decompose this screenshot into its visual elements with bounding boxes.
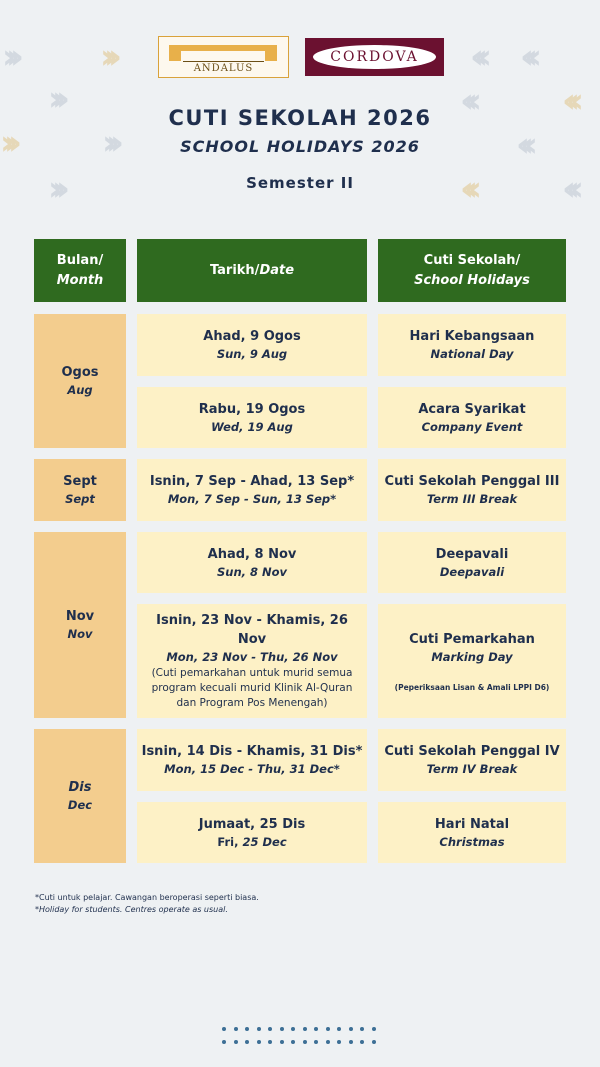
holiday-ms: Cuti Sekolah Penggal III	[384, 474, 560, 489]
holiday-en: Deepavali	[439, 564, 505, 579]
date-ms: Isnin, 7 Sep - Ahad, 13 Sep*	[149, 474, 355, 489]
dot-icon	[291, 1027, 295, 1031]
date-ms: Isnin, 23 Nov - Khamis, 26 Nov	[156, 613, 348, 647]
chevron-decoration-icon: ›››	[102, 123, 115, 163]
cordova-logo	[305, 38, 444, 76]
holiday-cell	[378, 604, 566, 718]
dot-icon	[372, 1027, 376, 1031]
dot-icon	[245, 1040, 249, 1044]
month-cell-nov	[34, 532, 126, 718]
dot-icon	[337, 1027, 341, 1031]
holiday-cell	[378, 532, 566, 593]
date-en-line	[217, 834, 286, 851]
month-ms: Sept	[63, 474, 97, 489]
month-ms: Nov	[65, 609, 95, 624]
holiday-en: Term III Break	[426, 492, 518, 506]
chevron-decoration-icon: ›››	[48, 169, 61, 209]
dot-icon	[222, 1027, 226, 1031]
dot-icon	[349, 1027, 353, 1031]
month-en: Nov	[67, 627, 93, 641]
dot-icon	[303, 1027, 307, 1031]
header-holiday	[378, 239, 566, 302]
chevron-decoration-icon: ›››	[0, 123, 13, 163]
month-en: Aug	[67, 383, 93, 397]
cordova-logo-text: CORDOVA	[313, 45, 436, 69]
date-en: Sun, 8 Nov	[216, 564, 288, 579]
month-en: Sept	[65, 492, 95, 506]
month-ms: Ogos	[61, 365, 99, 380]
holiday-en: Christmas	[439, 834, 505, 849]
date-cell	[137, 314, 367, 376]
date-en: Mon, 7 Sep - Sun, 13 Sep*	[167, 492, 337, 506]
date-ms: Ahad, 9 Ogos	[203, 329, 301, 344]
dot-icon	[314, 1027, 318, 1031]
date-note: (Cuti pemarkahan untuk murid semua program kecuali murid Klinik Al-Quran dan Program Pos Menengah)	[151, 667, 353, 709]
dot-icon	[349, 1040, 353, 1044]
date-en-prefix: Fri,	[217, 834, 239, 849]
logo-bar	[0, 36, 600, 80]
date-cell	[137, 532, 367, 593]
dot-icon	[303, 1040, 307, 1044]
date-cell	[137, 387, 367, 448]
andalus-roof-icon	[169, 45, 277, 61]
dot-icon	[280, 1027, 284, 1031]
dot-icon	[268, 1027, 272, 1031]
month-cell-aug	[34, 314, 126, 448]
chevron-decoration-icon: ‹‹‹	[562, 81, 575, 121]
chevron-decoration-icon: ‹‹‹	[460, 81, 473, 121]
header-holiday-en: School Holidays	[414, 272, 530, 288]
dot-icon	[245, 1027, 249, 1031]
header-month-ms: Bulan/	[56, 252, 104, 268]
holiday-cell	[378, 314, 566, 376]
header-month-en: Month	[56, 272, 104, 288]
date-ms: Isnin, 14 Dis - Khamis, 31 Dis*	[141, 744, 363, 759]
date-ms: Ahad, 8 Nov	[207, 546, 297, 562]
chevron-decoration-icon: ‹‹‹	[470, 37, 483, 77]
holiday-ms: Hari Natal	[434, 816, 510, 832]
page-title: CUTI SEKOLAH 2026	[168, 106, 432, 130]
date-cell	[137, 604, 367, 718]
date-en: Sun, 9 Aug	[216, 347, 288, 361]
holiday-en: Term IV Break	[426, 762, 518, 776]
holiday-en: Marking Day	[431, 649, 513, 664]
dot-icon	[326, 1027, 330, 1031]
holiday-ms: Cuti Pemarkahan	[409, 631, 535, 647]
chevron-decoration-icon: ›››	[2, 37, 15, 77]
chevron-decoration-icon: ›››	[48, 79, 61, 119]
date-ms: Jumaat, 25 Dis	[198, 816, 306, 832]
andalus-logo	[158, 36, 289, 78]
dot-icon	[314, 1040, 318, 1044]
dot-icon	[337, 1040, 341, 1044]
holiday-cell	[378, 729, 566, 791]
semester-label: Semester II	[246, 174, 354, 192]
dot-icon	[234, 1040, 238, 1044]
dot-icon	[280, 1040, 284, 1044]
chevron-decoration-icon: ‹‹‹	[562, 169, 575, 209]
holiday-ms: Acara Syarikat	[418, 401, 526, 417]
date-ms: Rabu, 19 Ogos	[198, 401, 306, 417]
dot-icon	[326, 1040, 330, 1044]
chevron-decoration-icon: ‹‹‹	[516, 125, 529, 165]
dots-decoration	[220, 1025, 380, 1047]
dot-icon	[372, 1040, 376, 1044]
date-en: Mon, 23 Nov - Thu, 26 Nov	[166, 650, 338, 664]
holiday-note: (Peperiksaan Lisan & Amali LPPI D6)	[394, 682, 550, 692]
holiday-cell	[378, 802, 566, 863]
header-month	[34, 239, 126, 302]
dot-icon	[257, 1027, 261, 1031]
dot-icon	[234, 1027, 238, 1031]
header-date-en: Date	[259, 262, 295, 278]
holiday-cell	[378, 459, 566, 521]
date-en: Wed, 19 Aug	[211, 419, 293, 434]
date-cell	[137, 729, 367, 791]
page-subtitle: SCHOOL HOLIDAYS 2026	[180, 137, 420, 156]
dot-icon	[268, 1040, 272, 1044]
chevron-decoration-icon: ‹‹‹	[520, 37, 533, 77]
dot-icon	[360, 1040, 364, 1044]
dot-icon	[291, 1040, 295, 1044]
month-cell-dec	[34, 729, 126, 863]
header-date	[137, 239, 367, 302]
month-en: Dec	[67, 798, 93, 812]
header-holiday-ms: Cuti Sekolah/	[423, 252, 521, 268]
chevron-decoration-icon: ›››	[100, 37, 113, 77]
chevron-decoration-icon: ‹‹‹	[460, 169, 473, 209]
footnote-en: *Holiday for students. Centres operate as usual.	[35, 905, 228, 914]
holiday-ms: Hari Kebangsaan	[409, 329, 535, 344]
month-cell-sept	[34, 459, 126, 521]
dot-icon	[222, 1040, 226, 1044]
footnote-ms: *Cuti untuk pelajar. Cawangan beroperasi seperti biasa.	[35, 893, 259, 902]
andalus-logo-text: ANDALUS	[183, 61, 264, 74]
holiday-ms: Cuti Sekolah Penggal IV	[384, 744, 560, 759]
holiday-cell	[378, 387, 566, 448]
date-en: 25 Dec	[242, 834, 287, 849]
date-en: Mon, 15 Dec - Thu, 31 Dec*	[164, 762, 340, 776]
dot-icon	[257, 1040, 261, 1044]
date-cell	[137, 459, 367, 521]
date-cell	[137, 802, 367, 863]
holiday-en: National Day	[430, 347, 514, 361]
holiday-en: Company Event	[421, 419, 523, 434]
dot-icon	[360, 1027, 364, 1031]
holiday-ms: Deepavali	[435, 546, 509, 562]
month-ms: Dis	[68, 780, 92, 795]
header-date-ms: Tarikh/	[209, 262, 260, 278]
